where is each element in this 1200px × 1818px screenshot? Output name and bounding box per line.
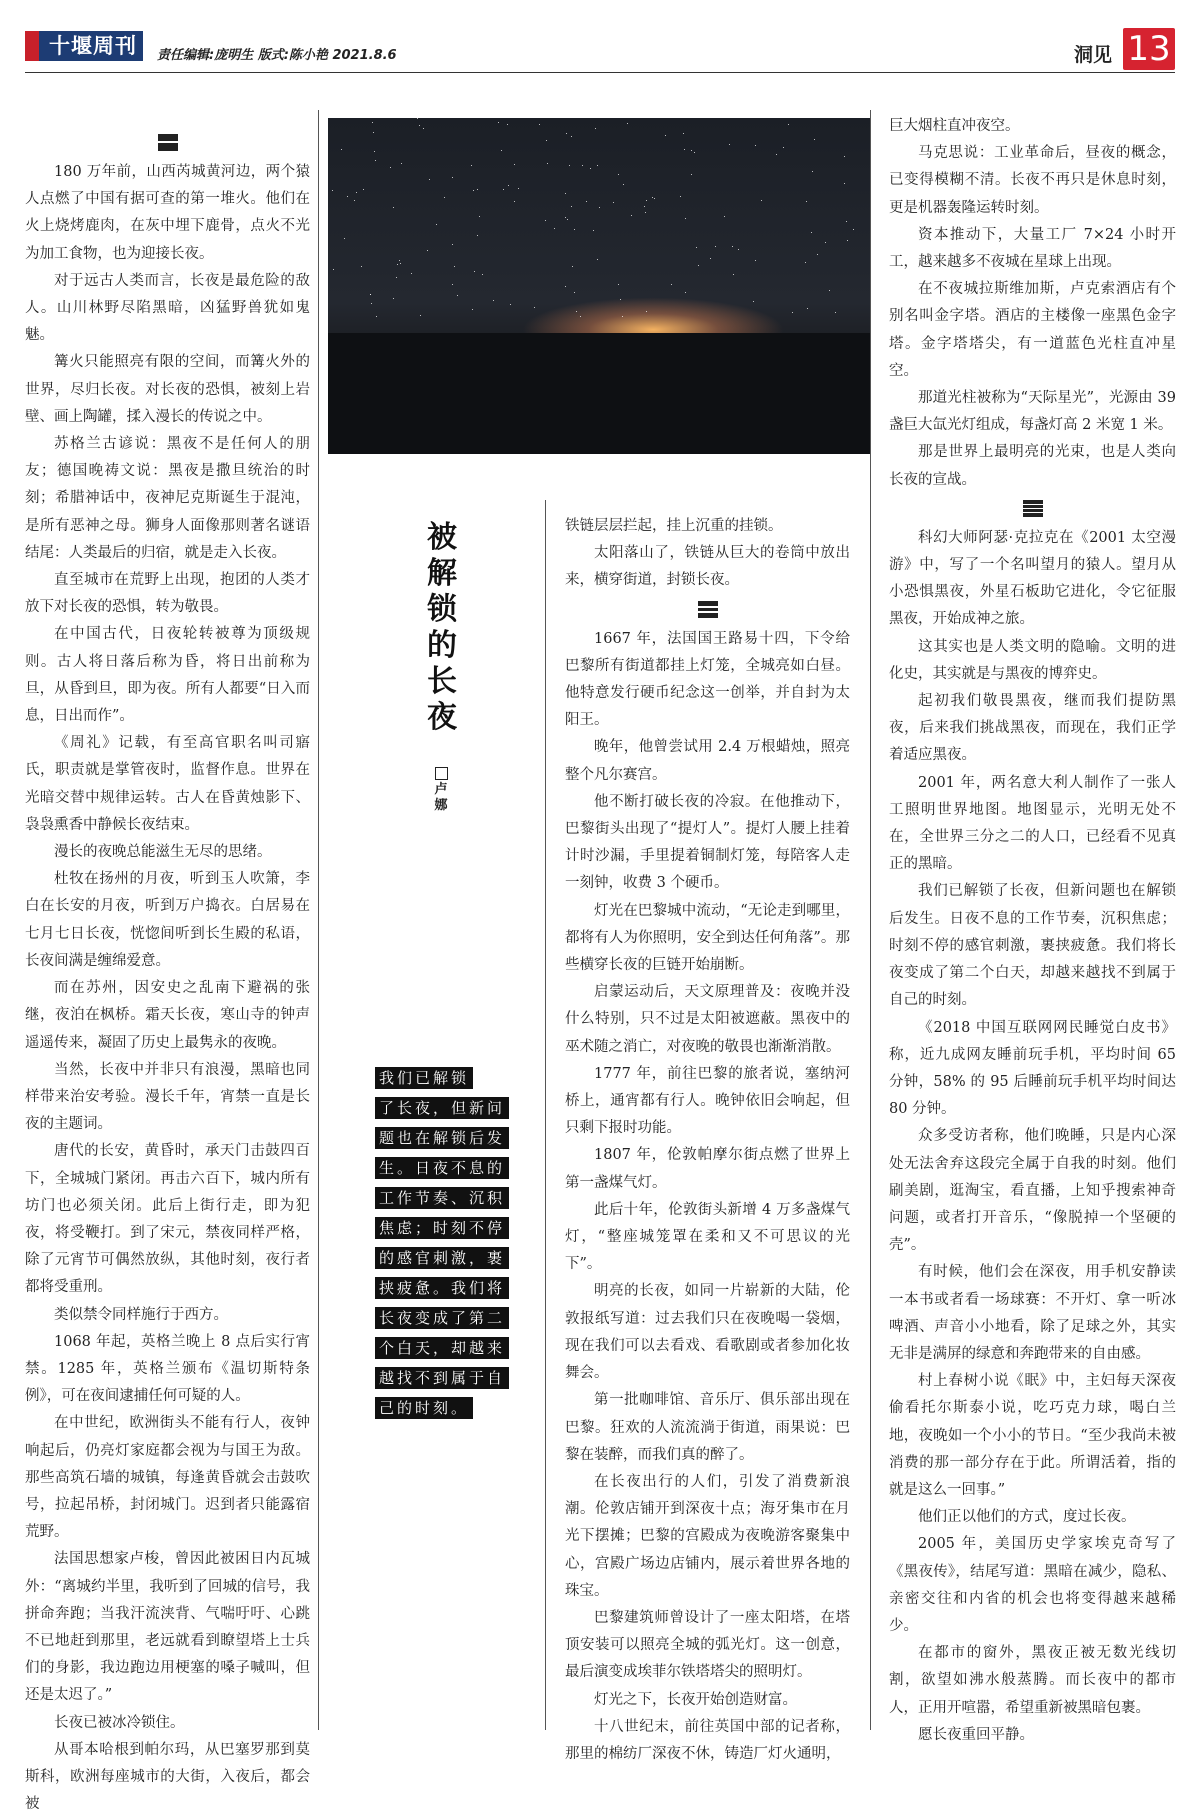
star-dot bbox=[474, 271, 475, 272]
star-dot bbox=[724, 216, 725, 217]
paragraph: 科幻大师阿瑟·克拉克在《2001 太空漫游》中，写了一个名叫望月的猿人。望月从小恐惧黑夜，外星石板助它进化，令它征服黑夜，开始成神之旅。 bbox=[889, 529, 1176, 628]
editor-credits: 责任编辑:庞明生 版式:陈小艳 2021.8.6 bbox=[157, 48, 397, 63]
star-dot bbox=[694, 152, 695, 153]
star-dot bbox=[565, 217, 566, 218]
star-dot bbox=[574, 292, 575, 293]
pull-quote-line: 题也在解锁后发 bbox=[375, 1127, 509, 1149]
paragraph: 这其实也是人类文明的隐喻。文明的进化史，其实就是与黑夜的博弈史。 bbox=[889, 638, 1176, 682]
star-dot bbox=[665, 135, 666, 136]
star-dot bbox=[473, 190, 474, 191]
paragraph: 当然，长夜中并非只有浪漫，黑暗也同样带来治安考验。漫长千年，宵禁一直是长夜的主题词。 bbox=[25, 1061, 310, 1133]
star-dot bbox=[812, 171, 813, 172]
paragraph: 资本推动下，大量工厂 7×24 小时开工，越来越多不夜城在星球上出现。 bbox=[889, 226, 1176, 271]
star-dot bbox=[825, 242, 826, 243]
star-dot bbox=[420, 315, 421, 316]
header-rule bbox=[25, 72, 1175, 73]
column-divider bbox=[870, 110, 871, 1730]
star-dot bbox=[411, 273, 412, 274]
paragraph: 而在苏州，因安史之乱南下避祸的张继，夜泊在枫桥。霜天长夜，寒山寺的钟声遥遥传来，凝固了历史上最隽永的夜晚。 bbox=[25, 980, 310, 1051]
star-dot bbox=[844, 183, 845, 184]
star-dot bbox=[698, 265, 699, 266]
star-dot bbox=[396, 277, 397, 278]
star-dot bbox=[715, 246, 716, 247]
logo-text: 十堰周刊 bbox=[49, 34, 137, 58]
star-dot bbox=[534, 307, 535, 308]
star-dot bbox=[595, 128, 596, 129]
star-dot bbox=[501, 150, 502, 151]
star-dot bbox=[452, 177, 453, 178]
star-dot bbox=[627, 123, 628, 124]
star-dot bbox=[333, 269, 334, 270]
paragraph: 在中世纪，欧洲街头不能有行人，夜钟响起后，仍亮灯家庭都会视为与国王为敌。那些高筑石墙的城镇，每逢黄昏就会击鼓吹号，拉起吊桥，封闭城门。迟到者只能露宿荒野。 bbox=[25, 1415, 310, 1541]
star-dot bbox=[646, 311, 647, 312]
star-dot bbox=[356, 192, 357, 193]
article-column-1 bbox=[25, 128, 310, 1818]
paragraph: 我们已解锁了长夜，但新问题也在解锁后发生。日夜不息的工作节奏，沉积焦虑；时刻不停的感官刺激，裹挟疲惫。我们将长夜变成了第二个白天，却越来越找不到属于自己的时刻。 bbox=[889, 883, 1176, 1009]
pull-quote-line: 工作节奏、沉积 bbox=[375, 1187, 509, 1209]
paragraph: 1667 年，法国国王路易十四，下令给巴黎所有街道都挂上灯笼，全城亮如白昼。他特意发行硬币纪念这一创举，并自封为太阳王。 bbox=[565, 630, 850, 729]
star-dot bbox=[347, 196, 348, 197]
paragraph: 明亮的长夜，如同一片崭新的大陆，伦敦报纸写道：过去我们只在夜晚喝一袋烟，现在我们可以去看戏、看歌剧或者参加化妆舞会。 bbox=[565, 1283, 850, 1382]
paragraph: 《周礼》记载，有至高官职名叫司寤氏，职责就是掌管夜时，监督作息。世界在光暗交替中规律运转。古人在昏黄烛影下、袅袅熏香中静候长夜结束。 bbox=[25, 735, 310, 833]
byline bbox=[432, 767, 450, 814]
star-dot bbox=[644, 206, 645, 207]
star-dot bbox=[613, 202, 614, 203]
star-dot bbox=[444, 197, 445, 198]
paragraph: 他们正以他们的方式，度过长夜。 bbox=[918, 1509, 1136, 1526]
star-dot bbox=[671, 284, 672, 285]
pull-quote-line: 个白天，却越来 bbox=[375, 1337, 509, 1359]
paragraph: 1068 年起，英格兰晚上 8 点后实行宵禁。1285 年，英格兰颁布《温切斯特条例》，可在夜间逮捕任何可疑的人。 bbox=[25, 1333, 310, 1405]
pull-quote-line: 生。日夜不息的 bbox=[375, 1157, 509, 1179]
paragraph: 从哥本哈根到帕尔玛，从巴塞罗那到莫斯科，欧洲每座城市的大街，入夜后，都会被 bbox=[25, 1741, 310, 1813]
star-dot bbox=[390, 167, 391, 168]
star-dot bbox=[683, 133, 684, 134]
section-marker-three bbox=[1023, 500, 1043, 517]
pull-quote-line: 了长夜，但新问 bbox=[375, 1097, 509, 1119]
paragraph: 苏格兰古谚说：黑夜不是任何人的朋友；德国晚祷文说：黑夜是撒旦统治的时刻；希腊神话中，夜神尼克斯诞生于混沌，是所有恶神之母。狮身人面像那则著名谜语结尾：人类最后的归宿，就是走入长夜。 bbox=[25, 436, 310, 561]
star-dot bbox=[518, 188, 519, 189]
star-dot bbox=[427, 250, 428, 251]
star-dot bbox=[576, 311, 577, 312]
star-dot bbox=[685, 218, 686, 219]
star-dot bbox=[565, 193, 566, 194]
paragraph: 对于远古人类而言，长夜是最危险的敌人。山川林野尽陷黑暗，凶猛野兽犹如鬼魅。 bbox=[25, 272, 310, 344]
star-dot bbox=[846, 221, 847, 222]
paragraph: 有时候，他们会在深夜，用手机安静读一本书或者看一场球赛：不开灯、拿一听冰啤酒、声音小小地看，除了足球之外，其实无非是满屏的绿意和奔跑带来的自由感。 bbox=[889, 1264, 1176, 1362]
star-dot bbox=[554, 228, 555, 229]
star-dot bbox=[623, 184, 624, 185]
star-dot bbox=[853, 229, 854, 230]
logo-red-mark bbox=[25, 31, 39, 61]
column-3-lead bbox=[565, 513, 850, 595]
paragraph: 在长夜出行的人们，引发了消费新浪潮。伦敦店铺开到深夜十点；海牙集市在月光下摆摊；巴黎的宫殿成为夜晚游客聚集中心，宫殿广场边店铺内，展示着世界各地的珠宝。 bbox=[565, 1473, 850, 1599]
star-dot bbox=[371, 303, 372, 304]
star-dot bbox=[370, 294, 371, 295]
star-dot bbox=[806, 201, 807, 202]
column-4-lead bbox=[889, 113, 1176, 494]
star-dot bbox=[696, 247, 697, 248]
star-dot bbox=[811, 232, 812, 233]
paragraph: 杜牧在扬州的月夜，听到玉人吹箫，李白在长安的月夜，听到万户捣衣。白居易在七月七日长夜，恍惚间听到长生殿的私语，长夜间满是缠绵爱意。 bbox=[25, 871, 310, 969]
star-dot bbox=[646, 200, 647, 201]
star-dot bbox=[817, 254, 818, 255]
night-sky-photo bbox=[328, 118, 870, 454]
paragraph: 在都市的窗外，黑夜正被无数光线切割，欲望如沸水般蒸腾。而长夜中的都市人，正用开喧嚣，希望重新被黑暗包裹。 bbox=[889, 1645, 1176, 1716]
section-marker-one bbox=[158, 134, 178, 151]
paragraph: 第一批咖啡馆、音乐厅、俱乐部出现在巴黎。狂欢的人流流淌于街道，雨果说：巴黎在装醉，而我们真的醉了。 bbox=[565, 1392, 850, 1463]
star-dot bbox=[572, 266, 573, 267]
star-dot bbox=[569, 165, 570, 166]
star-dot bbox=[618, 284, 619, 285]
star-dot bbox=[733, 274, 734, 275]
star-dot bbox=[590, 168, 591, 169]
pull-quote-line: 越找不到属于自 bbox=[375, 1367, 509, 1389]
paragraph: 2001 年，两名意大利人制作了一张人工照明世界地图。地图显示，光明无处不在，全世界三分之二的人口，已经看不见真正的黑暗。 bbox=[889, 774, 1176, 873]
star-dot bbox=[393, 207, 394, 208]
star-dot bbox=[691, 174, 692, 175]
star-dot bbox=[582, 165, 583, 166]
star-dot bbox=[755, 260, 756, 261]
paragraph: 长夜已被冰冷锁住。 bbox=[54, 1714, 185, 1731]
star-dot bbox=[373, 132, 374, 133]
star-dot bbox=[622, 316, 623, 317]
author-name: 卢 娜 bbox=[434, 782, 448, 813]
paragraph: 启蒙运动后，天文原理普及：夜晚并没什么特别，只不过是太阳被遮蔽。黑夜中的巫术随之消亡，对夜晚的敬畏也渐渐消散。 bbox=[565, 984, 850, 1055]
paragraph: 漫长的夜晚总能滋生无尽的思绪。 bbox=[54, 844, 272, 861]
paragraph: 类似禁令同样施行于西方。 bbox=[54, 1306, 228, 1323]
star-dot bbox=[567, 219, 568, 220]
star-dot bbox=[593, 230, 594, 231]
paragraph: 铁链层层拦起，挂上沉重的挂锁。 bbox=[565, 518, 783, 534]
star-dot bbox=[399, 260, 400, 261]
paragraph: 太阳落山了，铁链从巨大的卷筒中放出来，横穿街道，封锁长夜。 bbox=[565, 545, 850, 589]
paragraph: 灯光在巴黎城中流动，“无论走到哪里，都将有人为你照明，安全到达任何角落”。那些横穿长夜的巨链开始崩断。 bbox=[565, 902, 850, 974]
paragraph: 灯光之下，长夜开始创造财富。 bbox=[594, 1691, 797, 1708]
star-dot bbox=[586, 201, 587, 202]
star-dot bbox=[620, 299, 621, 300]
star-dot bbox=[738, 249, 739, 250]
star-dot bbox=[363, 189, 364, 190]
star-dot bbox=[341, 149, 342, 150]
star-dot bbox=[547, 163, 548, 164]
paragraph: 180 万年前，山西芮城黄河边，两个猿人点燃了中国有据可查的第一堆火。他们在火上烧烤鹿肉，在灰中埋下鹿骨，点火不光为加工食物，也为迎接长夜。 bbox=[25, 164, 310, 262]
column-4-paragraphs bbox=[889, 525, 1176, 1749]
star-dot bbox=[574, 229, 575, 230]
star-dot bbox=[514, 201, 515, 202]
star-dot bbox=[376, 316, 377, 317]
paragraph: 愿长夜重回平静。 bbox=[918, 1726, 1034, 1743]
paragraph: 那是世界上最明亮的光束，也是人类向长夜的宣战。 bbox=[889, 444, 1176, 488]
star-dot bbox=[507, 124, 508, 125]
star-dot bbox=[788, 124, 789, 125]
pull-quote-line: 挟疲惫。我们将 bbox=[375, 1277, 509, 1299]
star-dot bbox=[597, 259, 598, 260]
star-dot bbox=[753, 301, 754, 302]
article-title: 被 解 锁 的 长 夜 bbox=[427, 520, 457, 735]
column-3-paragraphs bbox=[565, 626, 850, 1769]
star-dot bbox=[393, 298, 394, 299]
paragraph: 村上春树小说《眠》中，主妇每天深夜偷看托尔斯泰小说，吃巧克力球，喝白兰地，夜晚如一个小小的节日。“至少我尚未被消费的那一部分存在于此。所谓活着，指的就是这么一回事。” bbox=[889, 1373, 1176, 1498]
column-divider bbox=[545, 500, 546, 1730]
star-dot bbox=[631, 215, 632, 216]
publication-logo bbox=[25, 31, 143, 61]
pull-quote-line: 长夜变成了第二 bbox=[375, 1307, 509, 1329]
pull-quote-line: 己的时刻。 bbox=[375, 1397, 473, 1419]
star-dot bbox=[792, 312, 793, 313]
paragraph: 《2018 中国互联网网民睡觉白皮书》称，近九成网友睡前玩手机，平均时间 65 分钟，58% 的 95 后睡前玩手机平均时间达 80 分钟。 bbox=[889, 1019, 1176, 1118]
article-column-3 bbox=[565, 513, 850, 1768]
paragraph: 1777 年，前往巴黎的旅者说，塞纳河桥上，通宵都有行人。晚钟依旧会响起，但只剩下报时功能。 bbox=[565, 1065, 850, 1137]
star-dot bbox=[546, 140, 547, 141]
star-dot bbox=[452, 284, 453, 285]
paragraph: 此后十年，伦敦街头新增 4 万多盏煤气灯，“整座城笼罩在柔和又不可思议的光下”。 bbox=[565, 1201, 850, 1273]
paragraph: 在不夜城拉斯维加斯，卢克索酒店有个别名叫金字塔。酒店的主楼像一座黑色金字塔。金字塔塔尖，有一道蓝色光柱直冲星空。 bbox=[889, 281, 1176, 379]
star-dot bbox=[783, 147, 784, 148]
star-dot bbox=[498, 122, 499, 123]
star-dot bbox=[479, 216, 480, 217]
star-dot bbox=[471, 165, 472, 166]
star-dot bbox=[761, 200, 762, 201]
paragraph: 众多受访者称，他们晚睡，只是内心深处无法舍弃这段完全属于自我的时刻。他们刷美剧，逛淘宝，看直播，上知乎搜索神奇问题，或者打开音乐，“像脱掉一个坚硬的壳”。 bbox=[889, 1128, 1176, 1254]
star-dot bbox=[454, 266, 455, 267]
star-dot bbox=[755, 145, 756, 146]
star-dot bbox=[618, 174, 619, 175]
paragraph: 1807 年，伦敦帕摩尔街点燃了世界上第一盏煤气灯。 bbox=[565, 1147, 850, 1191]
pull-quote-line: 的感官刺激，裹 bbox=[375, 1247, 509, 1269]
star-dot bbox=[423, 128, 424, 129]
star-dot bbox=[417, 118, 418, 119]
star-dot bbox=[332, 190, 333, 191]
star-dot bbox=[419, 125, 420, 126]
star-dot bbox=[472, 309, 473, 310]
star-dot bbox=[372, 122, 373, 123]
star-dot bbox=[344, 238, 345, 239]
star-dot bbox=[847, 240, 848, 241]
paragraph: 2005 年，美国历史学家埃克奇写了《黑夜传》，结尾写道：黑暗在减少，隐私、亲密交往和内省的机会也将变得越来越稀少。 bbox=[889, 1536, 1176, 1634]
star-dot bbox=[457, 295, 458, 296]
star-dot bbox=[374, 151, 375, 152]
masthead bbox=[25, 28, 1175, 72]
star-dot bbox=[566, 133, 567, 134]
paragraph: 马克思说：工业革命后，昼夜的概念，已变得模糊不清。长夜不再只是休息时刻，更是机器轰隆运转时刻。 bbox=[889, 145, 1176, 216]
page-number: 13 bbox=[1123, 28, 1175, 70]
star-dot bbox=[493, 300, 494, 301]
star-dot bbox=[710, 258, 711, 259]
star-dot bbox=[565, 286, 566, 287]
star-dot bbox=[814, 139, 815, 140]
star-dot bbox=[835, 312, 836, 313]
paragraph: 唐代的长安，黄昏时，承天门击鼓四百下，全城城门紧闭。再击六百下，城内所有坊门也必须关闭。此后上街行走，即为犯夜，将受鞭打。到了宋元，禁夜同样严格，除了元宵节可偶然放纵，其他时刻，夜行者都将受重刑。 bbox=[25, 1143, 310, 1296]
star-dot bbox=[354, 200, 355, 201]
paragraph: 晚年，他曾尝试用 2.4 万根蜡烛，照亮整个凡尔赛宫。 bbox=[565, 739, 850, 783]
star-dot bbox=[645, 212, 646, 213]
star-dot bbox=[729, 144, 730, 145]
star-dot bbox=[685, 292, 686, 293]
section-marker-two bbox=[698, 601, 718, 618]
photo-horizon bbox=[328, 333, 870, 454]
paragraph: 法国思想家卢梭，曾因此被困日内瓦城外：“离城约半里，我听到了回城的信号，我拼命奔跑；当我汗流浃背、气喘吁吁、心跳不已地赶到那里，老远就看到瞭望塔上士兵们的身影，我边跑边用梗塞的嗓子喊叫，但还是太迟了。” bbox=[25, 1551, 310, 1704]
star-dot bbox=[680, 196, 681, 197]
pull-quote bbox=[375, 1067, 505, 1427]
section-name: 洞见 bbox=[1073, 44, 1112, 66]
paragraph: 直至城市在荒野上出现，抱团的人类才放下对长夜的恐惧，转为敬畏。 bbox=[25, 572, 310, 616]
star-dot bbox=[597, 165, 598, 166]
star-dot bbox=[652, 197, 653, 198]
star-dot bbox=[400, 263, 401, 264]
star-dot bbox=[599, 207, 600, 208]
star-dot bbox=[805, 262, 806, 263]
star-dot bbox=[580, 316, 581, 317]
star-dot bbox=[732, 246, 733, 247]
paragraph: 那道光柱被称为“天际星光”，光源由 39 盏巨大氙光灯组成，每盏灯高 2 米宽 1 米。 bbox=[889, 390, 1176, 434]
star-dot bbox=[807, 308, 808, 309]
paragraph: 在中国古代，日夜轮转被尊为顶级规则。古人将日落后称为昏，将日出前称为旦，从昏到旦，即为夜。所有人都要“日入而息，日出而作”。 bbox=[25, 626, 310, 725]
star-dot bbox=[571, 206, 572, 207]
star-dot bbox=[539, 124, 540, 125]
star-dot bbox=[452, 244, 453, 245]
star-dot bbox=[482, 274, 483, 275]
star-dot bbox=[503, 189, 504, 190]
column-1-paragraphs bbox=[25, 159, 310, 1818]
star-dot bbox=[477, 189, 478, 190]
star-dot bbox=[844, 156, 845, 157]
pull-quote-line: 焦虑；时刻不停 bbox=[375, 1217, 509, 1239]
column-divider bbox=[318, 110, 319, 1730]
star-dot bbox=[361, 266, 362, 267]
star-dot bbox=[776, 154, 777, 155]
star-dot bbox=[571, 136, 572, 137]
star-dot bbox=[654, 198, 655, 199]
star-dot bbox=[508, 185, 509, 186]
star-dot bbox=[375, 160, 376, 161]
byline-box-icon bbox=[435, 767, 448, 780]
star-dot bbox=[691, 150, 692, 151]
paragraph: 巴黎建筑师曾设计了一座太阳塔，在塔顶安装可以照亮全城的弧光灯。这一创意，最后演变成埃菲尔铁塔塔尖的照明灯。 bbox=[565, 1609, 850, 1681]
star-dot bbox=[436, 224, 437, 225]
paragraph: 巨大烟柱直冲夜空。 bbox=[889, 118, 1020, 134]
paragraph: 十八世纪末，前往英国中部的记者称，那里的棉纺厂深夜不休，铸造厂灯火通明， bbox=[565, 1718, 850, 1762]
star-dot bbox=[514, 164, 515, 165]
paragraph: 他不断打破长夜的冷寂。在他推动下，巴黎街头出现了“提灯人”。提灯人腰上挂着计时沙漏，手里提着铜制灯笼，每陪客人走一刻钟，收费 3 个硬币。 bbox=[565, 793, 850, 892]
star-dot bbox=[545, 220, 546, 221]
paragraph: 篝火只能照亮有限的空间，而篝火外的世界，尽归长夜。对长夜的恐惧，被刻上岩壁、画上陶罐，揉入漫长的传说之中。 bbox=[25, 354, 310, 425]
paragraph: 起初我们敬畏黑夜，继而我们提防黑夜，后来我们挑战黑夜，而现在，我们正学着适应黑夜。 bbox=[889, 693, 1176, 764]
star-dot bbox=[684, 149, 685, 150]
article-column-4 bbox=[889, 113, 1176, 1749]
pull-quote-line: 我们已解锁 bbox=[375, 1067, 473, 1089]
star-dot bbox=[401, 163, 402, 164]
star-dot bbox=[829, 290, 830, 291]
star-dot bbox=[397, 264, 398, 265]
star-dot bbox=[510, 304, 511, 305]
star-dot bbox=[477, 235, 478, 236]
star-dot bbox=[429, 179, 430, 180]
